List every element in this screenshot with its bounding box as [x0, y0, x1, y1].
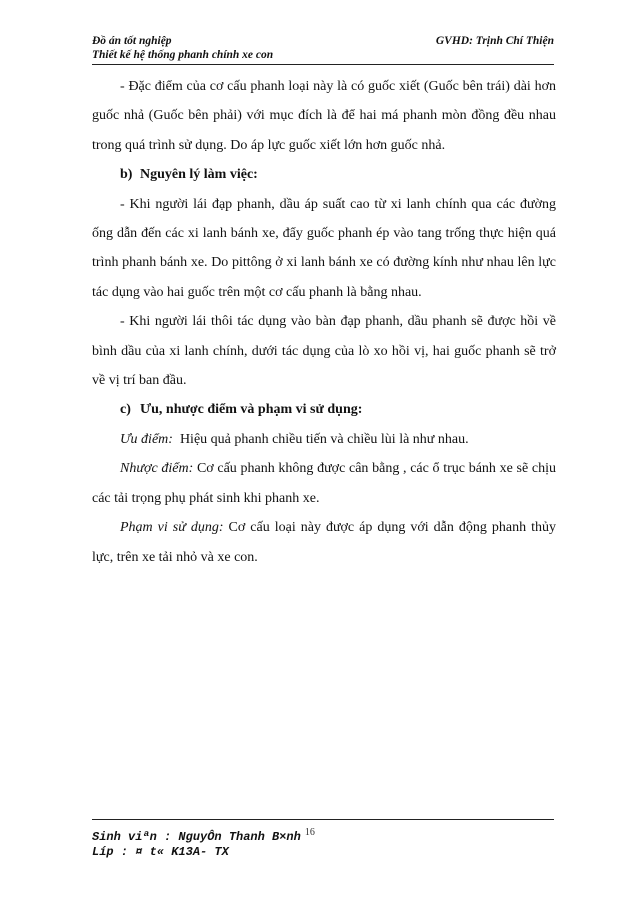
page-body [92, 72, 556, 572]
disadvantages-text: Cơ cấu phanh không được cân bằng , các ổ trục bánh xe sẽ chịu các tải trọng phụ phát sinh khi phanh xe. [92, 461, 556, 506]
header-row [92, 34, 554, 48]
advantages-text: Hiệu quả phanh chiều tiến và chiều lùi là như nhau. [179, 431, 469, 447]
heading-c-text: Ưu, nhược điểm và phạm vi sử dụng: [140, 402, 363, 418]
heading-b-text: Nguyên lý làm việc: [140, 167, 258, 183]
paragraph-brake-release: - Khi người lái thôi tác dụng vào bàn đạp phanh, dầu phanh sẽ được hồi về bình dầu của xi lanh chính, dưới tác dụng của lò xo hồi vị, hai guốc phanh sẽ trở về vị trí ban đầu. [92, 314, 556, 389]
footer-divider [92, 819, 554, 820]
scope-label: Phạm vi sử dụng: [120, 520, 224, 536]
header-divider [92, 64, 554, 65]
paragraph-advantages [92, 425, 556, 454]
student-name: Sinh viªn : NguyÔn Thanh B×nh [92, 830, 301, 844]
document-title: Đồ án tốt nghiệp [92, 35, 172, 47]
paragraph-brake-press: - Khi người lái đạp phanh, dầu áp suất cao từ xi lanh chính qua các đường ống dẫn đến các xi lanh bánh xe, đẩy guốc phanh ép vào tang trống thực hiện quá trình phanh bánh xe. Do pittông ở xi lanh bánh xe có đường kính như nhau lên lực tác dụng vào hai guốc trên một cơ cấu phanh là bằng nhau. [92, 196, 556, 300]
disadvantages-label: Nhược điểm: [120, 461, 194, 477]
page-footer [92, 825, 315, 860]
heading-b-marker: b) [120, 167, 133, 183]
scope-text: Cơ cấu loại này được áp dụng với dẫn động phanh thủy lực, trên xe tải nhỏ và xe con. [92, 520, 557, 565]
advantages-label: Ưu điểm: [120, 431, 173, 447]
heading-working-principle [92, 160, 556, 189]
page-number: 16 [304, 827, 315, 838]
heading-c-marker: c) [120, 402, 131, 418]
footer-student-line [92, 825, 315, 845]
page-header [92, 34, 554, 62]
footer-class-line: Líp : ¤ t« K13A- TX [92, 845, 229, 859]
paragraph-scope [92, 513, 556, 572]
advisor-name: GVHD: Trịnh Chí Thiện [435, 35, 554, 47]
paragraph-disadvantages [92, 454, 556, 513]
heading-pros-cons [92, 395, 556, 424]
paragraph-characteristics: - Đặc điểm của cơ cấu phanh loại này là có guốc xiết (Guốc bên trái) dài hơn guốc nhả (Guốc bên phải) với mục đích là để hai má phanh mòn đồng đều nhau trong quá trình sử dụng. Do áp lực guốc xiết lớn hơn guốc nhả. [92, 79, 556, 153]
document-subtitle: Thiết kế hệ thống phanh chính xe con [92, 49, 274, 61]
